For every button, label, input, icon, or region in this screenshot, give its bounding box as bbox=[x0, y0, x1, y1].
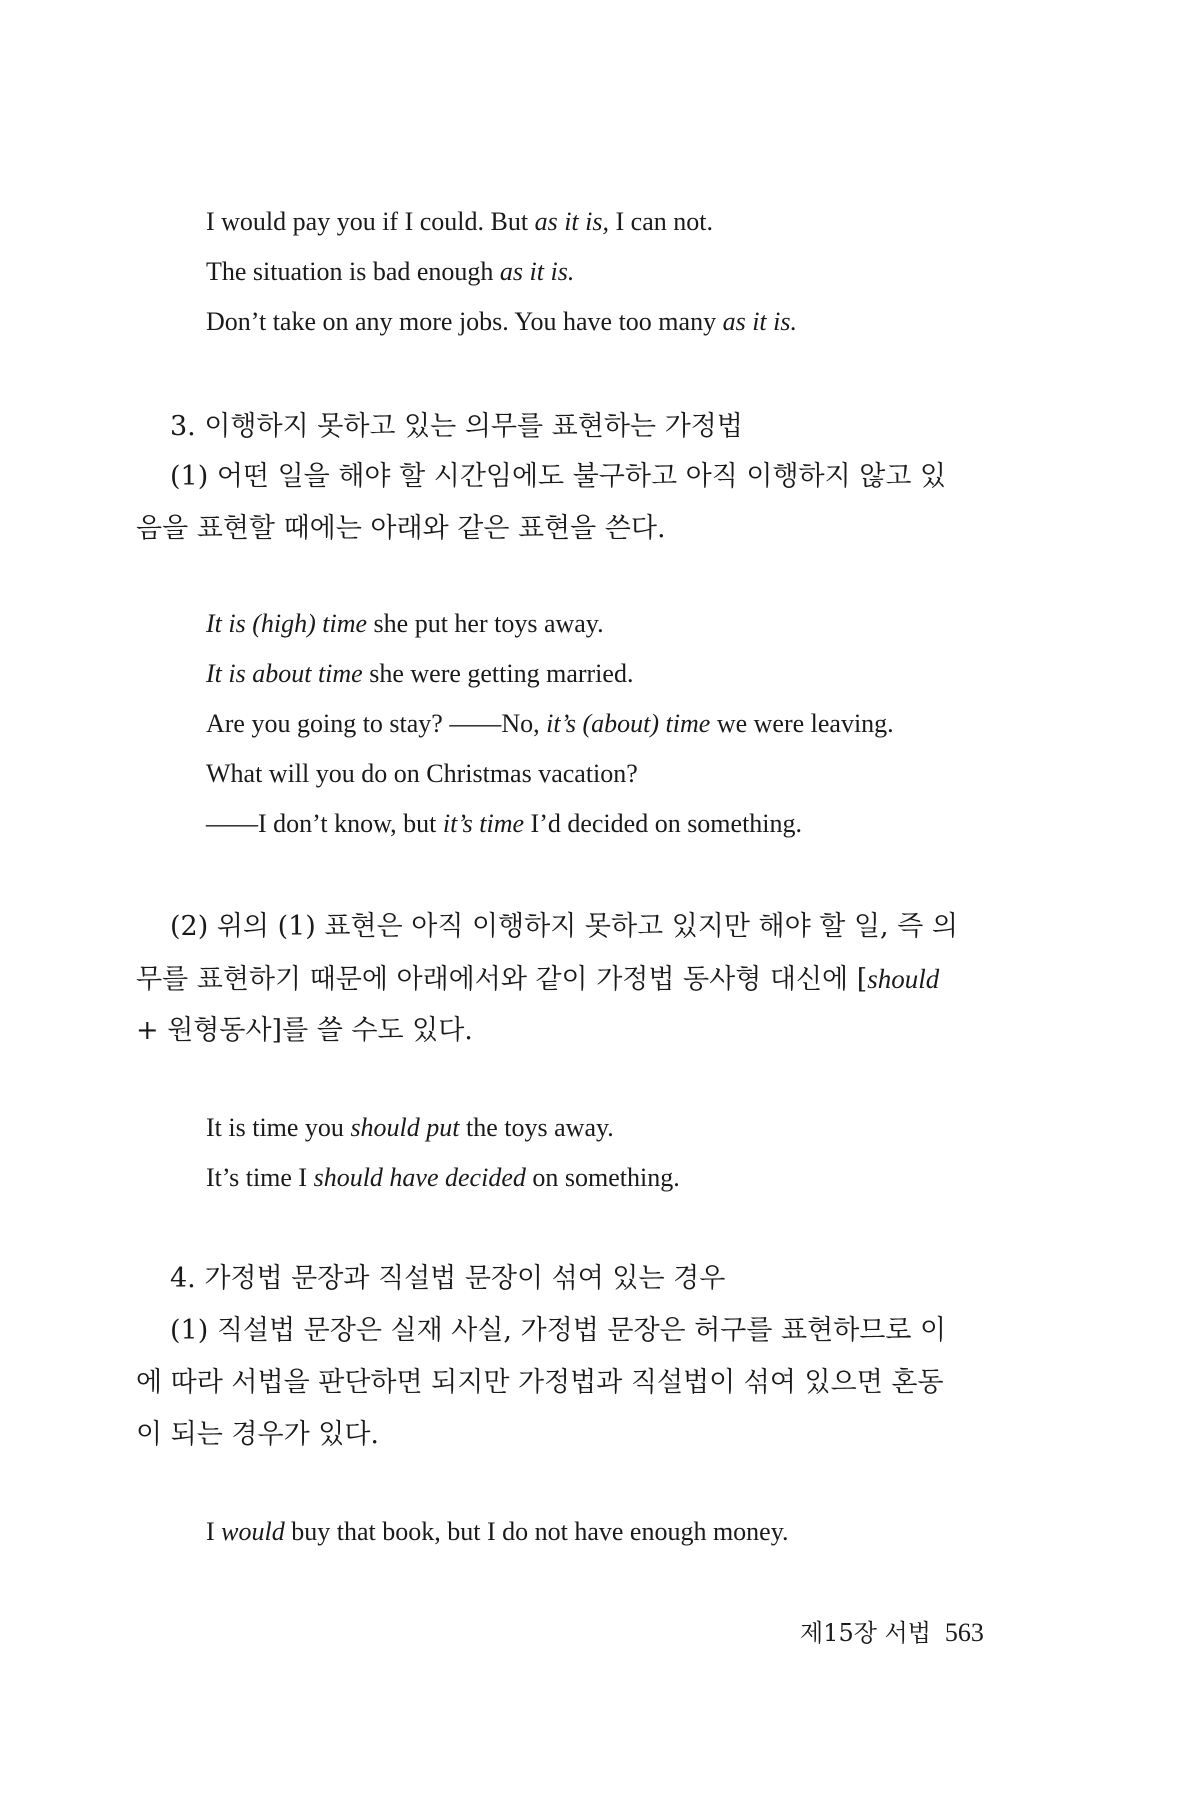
section-heading: 4. 가정법 문장과 직설법 문장이 섞여 있는 경우 bbox=[170, 1263, 726, 1294]
example-sentence: ——I don’t know, but it’s time I’d decided on something. bbox=[206, 809, 803, 838]
example-sentence: I would pay you if I could. But as it is, I can not. bbox=[206, 207, 713, 236]
paragraph-line: 에 따라 서법을 판단하면 되지만 가정법과 직설법이 섞여 있으면 혼동 bbox=[136, 1367, 944, 1398]
chapter-label: 제15장 서법 bbox=[800, 1619, 931, 1647]
example-sentence: Are you going to stay? ——No, it’s (about) time we were leaving. bbox=[206, 709, 894, 738]
example-sentence: I would buy that book, but I do not have enough money. bbox=[206, 1517, 789, 1546]
example-sentence: The situation is bad enough as it is. bbox=[206, 257, 575, 286]
example-sentence: What will you do on Christmas vacation? bbox=[206, 759, 638, 788]
paragraph-line: (1) 직설법 문장은 실재 사실, 가정법 문장은 허구를 표현하므로 이 bbox=[170, 1315, 947, 1346]
example-sentence: It is (high) time she put her toys away. bbox=[206, 609, 604, 638]
paragraph-line: 음을 표현할 때에는 아래와 같은 표현을 쓴다. bbox=[136, 513, 666, 544]
paragraph-line: (1) 어떤 일을 해야 할 시간임에도 불구하고 아직 이행하지 않고 있 bbox=[170, 461, 947, 492]
example-sentence: It is about time she were getting married. bbox=[206, 659, 634, 688]
paragraph-line: 이 되는 경우가 있다. bbox=[136, 1419, 379, 1450]
paragraph-line: (2) 위의 (1) 표현은 아직 이행하지 못하고 있지만 해야 할 일, 즉 의 bbox=[170, 911, 958, 942]
paragraph-line: 무를 표현하기 때문에 아래에서와 같이 가정법 동사형 대신에 [should bbox=[136, 964, 940, 995]
section-heading: 3. 이행하지 못하고 있는 의무를 표현하는 가정법 bbox=[170, 411, 743, 442]
paragraph-line: + 원형동사]를 쓸 수도 있다. bbox=[136, 1015, 473, 1046]
page-number: 563 bbox=[944, 1618, 984, 1647]
page-footer bbox=[800, 1618, 984, 1648]
example-sentence: It’s time I should have decided on something. bbox=[206, 1163, 680, 1192]
example-sentence: Don’t take on any more jobs. You have too many as it is. bbox=[206, 307, 797, 336]
example-sentence: It is time you should put the toys away. bbox=[206, 1113, 614, 1142]
